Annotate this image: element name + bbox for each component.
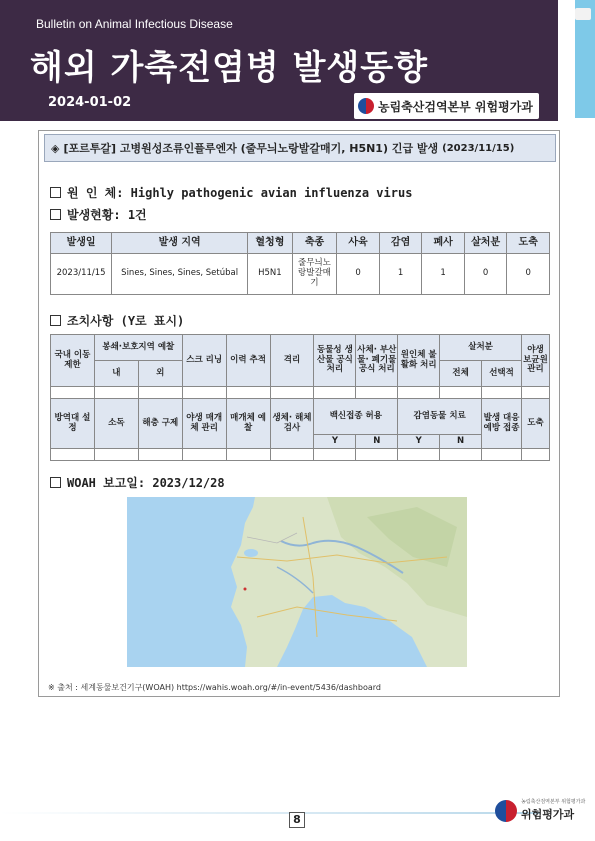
measure-header: 발생 대응 예방 접종 xyxy=(482,399,522,449)
table-cell xyxy=(398,449,440,461)
table-cell: 0 xyxy=(337,254,380,295)
table-cell xyxy=(94,387,138,399)
measure-header: 야생 매개체 관리 xyxy=(182,399,226,449)
checkbox-square-icon xyxy=(50,477,61,488)
col-header: 혈청형 xyxy=(248,233,293,254)
table-cell: 0 xyxy=(464,254,507,295)
page-number: 8 xyxy=(289,812,305,828)
table-cell xyxy=(440,387,482,399)
checkbox-square-icon xyxy=(50,187,61,198)
footer-org-small: 농림축산검역본부 위험평가과 xyxy=(521,799,586,806)
table-cell xyxy=(356,449,398,461)
measure-header: 스크 리닝 xyxy=(182,335,226,387)
table-cell xyxy=(398,387,440,399)
publish-date: 2024-01-02 xyxy=(48,95,132,110)
woah-text: WOAH 보고일: 2023/12/28 xyxy=(67,476,225,490)
org-name: 농림축산검역본부 위험평가과 xyxy=(378,99,533,114)
measure-header: 이력 추적 xyxy=(226,335,270,387)
table-cell xyxy=(521,387,549,399)
measure-header: 야생 보균원 관리 xyxy=(521,335,549,387)
col-header: 살처분 xyxy=(464,233,507,254)
col-header: 발생일 xyxy=(51,233,112,254)
agency-logo-icon xyxy=(495,800,517,822)
table-cell: H5N1 xyxy=(248,254,293,295)
org-badge xyxy=(354,93,539,119)
section-title xyxy=(44,134,556,162)
table-cell: 0 xyxy=(507,254,550,295)
source-note: ※ 출처 : 세계동물보건기구(WOAH) https://wahis.woah.org/#/in-event/5436/dashboard xyxy=(48,683,381,692)
col-header: 폐사 xyxy=(422,233,465,254)
measures-line xyxy=(50,312,184,329)
table-cell xyxy=(270,387,314,399)
table-cell xyxy=(314,449,356,461)
page-title: 해외 가축전염병 발생동향 xyxy=(30,48,428,88)
col-header: 사육 xyxy=(337,233,380,254)
measures-table xyxy=(50,334,550,461)
col-header: 축종 xyxy=(292,233,337,254)
table-cell xyxy=(226,387,270,399)
col-header: 도축 xyxy=(507,233,550,254)
table-cell xyxy=(182,387,226,399)
section-title-date: (2023/11/15) xyxy=(442,142,515,154)
col-header: 감염 xyxy=(379,233,422,254)
outbreak-map xyxy=(127,497,467,667)
section-title-text: [포르투갈] 고병원성조류인플루엔자 (줄무늬노랑발갈매기, H5N1) 긴급 발생 xyxy=(63,142,439,155)
side-accent-tab xyxy=(575,8,591,20)
footer-logo xyxy=(495,800,585,822)
measure-subheader: 내 xyxy=(94,361,138,387)
woah-line xyxy=(50,474,225,491)
table-cell xyxy=(138,387,182,399)
footer-divider xyxy=(0,812,540,814)
table-cell xyxy=(51,449,95,461)
measure-subheader: N xyxy=(356,435,398,449)
table-cell xyxy=(314,387,356,399)
outbreak-table-header xyxy=(51,233,550,254)
table-cell xyxy=(521,449,549,461)
status-line xyxy=(50,206,147,223)
measure-header: 국내 이동 제한 xyxy=(51,335,95,387)
measure-subheader: Y xyxy=(398,435,440,449)
table-cell: Sines, Sines, Sines, Setúbal xyxy=(112,254,248,295)
status-text: 발생현황: 1건 xyxy=(67,208,147,222)
map-graphic xyxy=(127,497,467,667)
checkbox-square-icon xyxy=(50,315,61,326)
measure-header: 원인체 불활화 처리 xyxy=(398,335,440,387)
measure-header: 소독 xyxy=(94,399,138,449)
measure-subheader: 선택적 xyxy=(482,361,522,387)
measure-header: 사체· 부산물· 폐기물 공식 처리 xyxy=(356,335,398,387)
outbreak-table xyxy=(50,232,550,295)
table-cell xyxy=(138,449,182,461)
table-cell xyxy=(356,387,398,399)
measure-header: 백신접종 허용 xyxy=(314,399,398,435)
footer-org-big: 위험평가과 xyxy=(521,807,575,821)
table-cell xyxy=(482,387,522,399)
bulletin-label: Bulletin on Animal Infectious Disease xyxy=(36,17,233,31)
table-cell xyxy=(182,449,226,461)
table-cell xyxy=(440,449,482,461)
measure-header: 봉쇄·보호지역 예찰 xyxy=(94,335,182,361)
measure-header: 생체· 해체 검사 xyxy=(270,399,314,449)
measure-subheader: 전체 xyxy=(440,361,482,387)
agency-logo-icon xyxy=(358,98,374,114)
measure-subheader: Y xyxy=(314,435,356,449)
table-cell xyxy=(226,449,270,461)
measure-header: 방역대 설정 xyxy=(51,399,95,449)
table-cell xyxy=(270,449,314,461)
measure-header: 도축 xyxy=(521,399,549,449)
table-cell xyxy=(482,449,522,461)
measure-header: 매개체 예찰 xyxy=(226,399,270,449)
checkbox-square-icon xyxy=(50,209,61,220)
measure-header: 격리 xyxy=(270,335,314,387)
table-cell: 1 xyxy=(422,254,465,295)
measures-text: 조치사항 (Y로 표시) xyxy=(67,314,185,328)
measure-subheader: N xyxy=(440,435,482,449)
table-cell: 줄무늬노랑발갈매기 xyxy=(292,254,337,295)
measure-header: 해충 구제 xyxy=(138,399,182,449)
table-cell: 1 xyxy=(379,254,422,295)
col-header: 발생 지역 xyxy=(112,233,248,254)
pathogen-text: 원 인 체: Highly pathogenic avian influenza virus xyxy=(67,186,413,200)
table-cell xyxy=(51,387,95,399)
table-row xyxy=(51,254,550,295)
measure-header: 동물성 생산물 공식 처리 xyxy=(314,335,356,387)
measure-header: 살처분 xyxy=(440,335,522,361)
measure-header: 감염동물 치료 xyxy=(398,399,482,435)
table-cell xyxy=(94,449,138,461)
table-cell: 2023/11/15 xyxy=(51,254,112,295)
measure-subheader: 외 xyxy=(138,361,182,387)
diamond-icon: ◈ xyxy=(51,141,60,155)
pathogen-line xyxy=(50,184,412,201)
